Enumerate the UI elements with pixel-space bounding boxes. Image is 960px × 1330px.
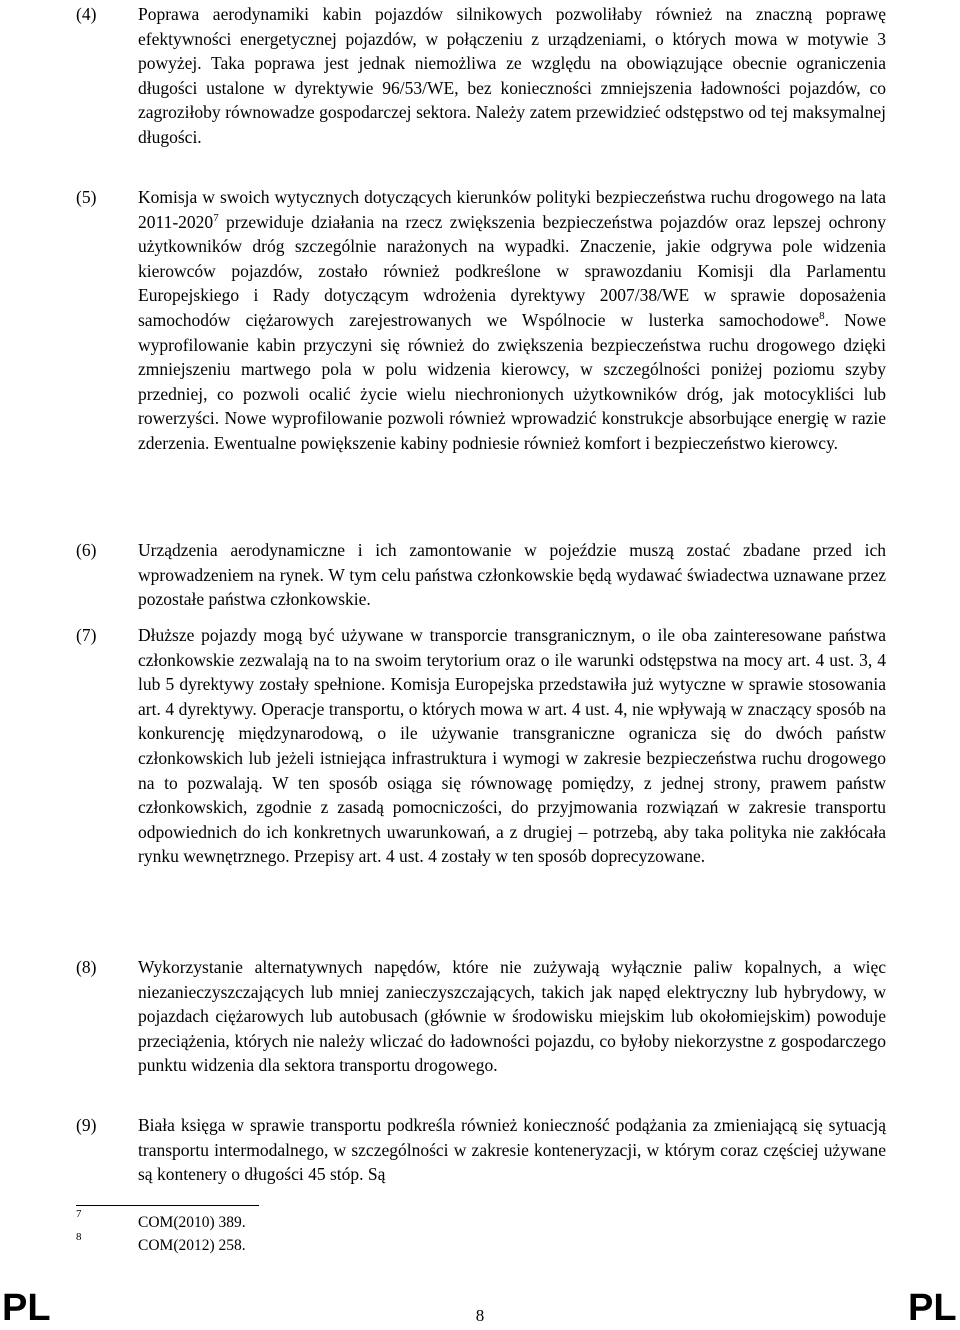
paragraph-text: Komisja w swoich wytycznych dotyczących kierunków polityki bezpieczeństwa ruchu drogowego na lata 2011-2020$^7$ przewiduje działania na rzecz zwiększenia bezpieczeństwa pojazdów oraz lepszej ochrony użytkowników dróg szczególnie narażonych na wypadki. Znaczenie, jakie odgrywa pole widzenia kierowców pojazdów, zostało również podkreślone w sprawozdaniu Komisji dla Parlamentu Europejskiego i Rady dotyczącym wdrożenia dyrektywy 2007/38/WE w sprawie doposażenia samochodów ciężarowych zarejestrowanych we Wspólnocie w lusterka samochodowe$^8$. Nowe wyprofilowanie kabin przyczyni się również do zwiększenia bezpieczeństwa ruchu drogowego dzięki zmniejszeniu martwego pola w polu widzenia kierowcy, w szczególności poniżej poziomu szyby przedniej, co pozwoli ocalić życie wielu niechronionych użytkowników dróg, jak motocykliści lub rowerzyści. Nowe wyprofilowanie pozwoli również wprowadzić konstrukcje absorbujące energię w razie zderzenia. Ewentualne powiększenie kabiny podniesie również komfort i bezpieczeństwo kierowcy. [138, 187, 887, 453]
footer-language-right: PL [908, 1287, 957, 1329]
paragraph-text: Wykorzystanie alternatywnych napędów, które nie zużywają wyłącznie paliw kopalnych, a więc niezanieczyszczających lub mniej zanieczyszczających, takich jak napęd elektryczny lub hybrydowy, w pojazdach ciężarowych lub autobusach (głównie w środowisku miejskim lub okołomiejskim) powoduje przeciążenia, których nie należy wliczać do ładowności pojazdu, co byłoby niekorzystne z gospodarczego punktu widzenia dla sektora transportu drogowego. [138, 957, 886, 1076]
footer-page-number: 8 [475, 1306, 485, 1325]
footnote-text: COM(2010) 389. [138, 1214, 246, 1231]
footnote-ref-7[interactable]: 7 [213, 211, 219, 224]
footnote-ref-8[interactable]: 8 [819, 309, 825, 322]
footer-language-left: PL [2, 1287, 51, 1329]
footnote-number: 8 [76, 1231, 82, 1243]
paragraph-text: Poprawa aerodynamiki kabin pojazdów silnikowych pozwoliłaby również na znaczną poprawę efektywności energetycznej pojazdów, w połączeniu z urządzeniami, o których mowa w motywie 3 powyżej. Taka poprawa jest jednak niemożliwa ze względu na obowiązujące obecnie ograniczenia długości ustalone w dyrektywie 96/53/WE, bez konieczności zmniejszenia ładowności pojazdów, co zagroziłoby równowadze gospodarczej sektora. Należy zatem przewidzieć odstępstwo od tej maksymalnej długości. [138, 4, 886, 147]
paragraph-number: (8) [76, 957, 97, 977]
footnote-separator [76, 1205, 259, 1206]
footnote-text: COM(2012) 258. [138, 1237, 246, 1254]
paragraph-text: Dłuższe pojazdy mogą być używane w transporcie transgranicznym, o ile oba zainteresowane państwa członkowskie zezwalają na to na swoim terytorium oraz o ile warunki odstępstwa na mocy art. 4 ust. 3, 4 lub 5 dyrektywy zostały spełnione. Komisja Europejska przedstawiła już wytyczne w sprawie stosowania art. 4 dyrektywy. Operacje transportu, o których mowa w art. 4 ust. 4, nie wpływają w znaczący sposób na konkurencję międzynarodową, o ile używanie transgraniczne ogranicza się do dwóch państw członkowskich lub jeżeli istniejąca infrastruktura i wymogi w zakresie bezpieczeństwa ruchu drogowego na to pozwalają. W ten sposób osiąga się równowagę pomiędzy, z jednej strony, prawem państw członkowskich, zgodnie z zasadą pomocniczości, do przyjmowania rozwiązań w zakresie transportu odpowiednich do ich konkretnych uwarunkowań, a z drugiej – potrzebą, aby taka polityka nie zakłócała rynku wewnętrznego. Przepisy art. 4 ust. 4 zostały w ten sposób doprecyzowane. [138, 625, 886, 867]
paragraph-number: (6) [76, 540, 97, 560]
paragraph-number: (9) [76, 1115, 97, 1135]
paragraph-text: Biała księga w sprawie transportu podkreśla również konieczność podążania za zmieniającą się sytuacją transportu intermodalnego, w szczególności w zakresie konteneryzacji, w którym coraz częściej używane są kontenery o długości 45 stóp. Są [138, 1115, 886, 1185]
paragraph-number: (7) [76, 625, 97, 645]
paragraph-number: (4) [76, 4, 97, 24]
paragraph-text: Urządzenia aerodynamiczne i ich zamontowanie w pojeździe muszą zostać zbadane przed ich wprowadzeniem na rynek. W tym celu państwa członkowskie będą wydawać świadectwa uznawane przez pozostałe państwa członkowskie. [138, 540, 886, 610]
paragraph-number: (5) [76, 187, 97, 207]
footnote-number: 7 [76, 1208, 82, 1220]
